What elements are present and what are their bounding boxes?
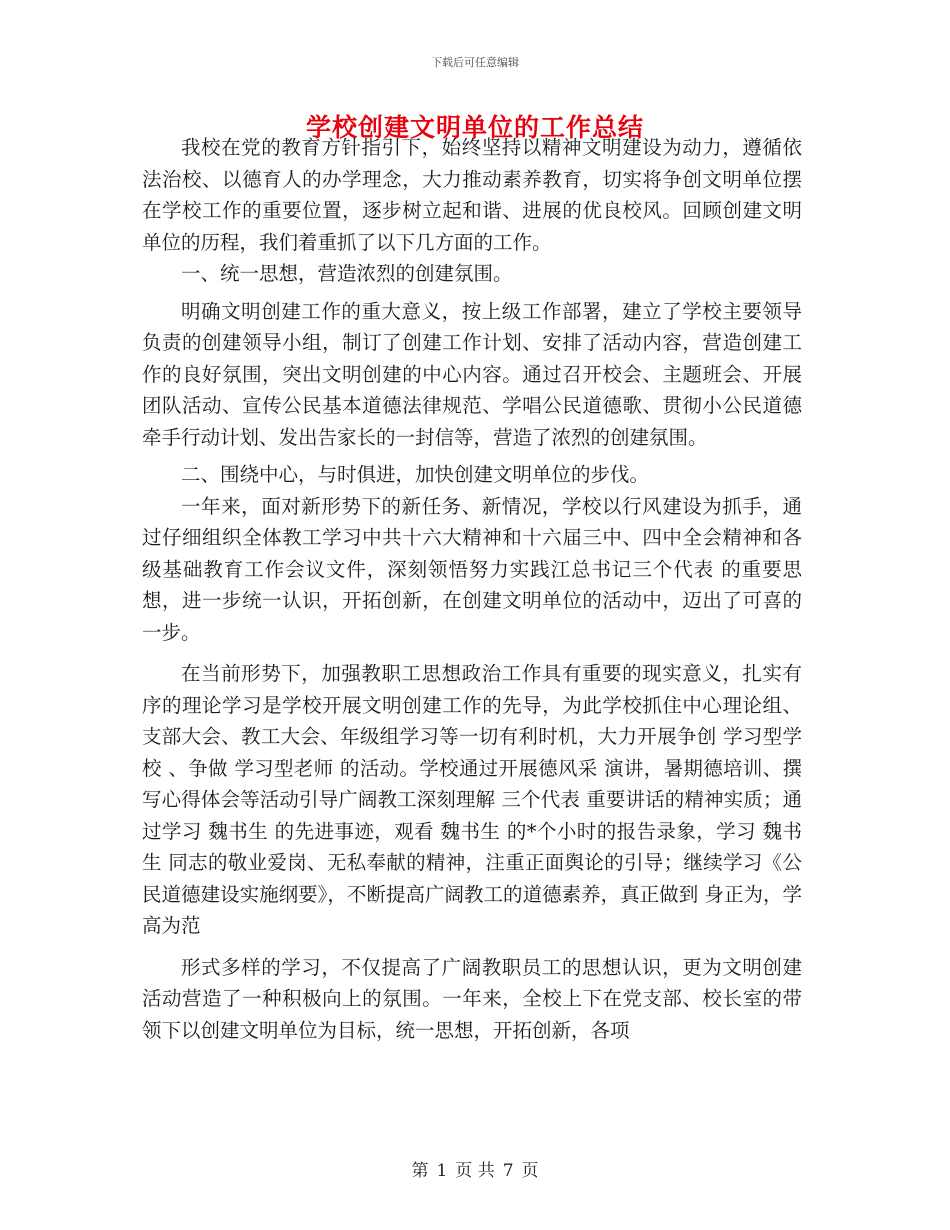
section-heading-2: 二、围绕中心，与时俱进，加快创建文明单位的步伐。 <box>181 463 650 486</box>
document-title: 学校创建文明单位的工作总结 <box>305 113 644 142</box>
footer-prefix: 第 <box>411 1161 429 1181</box>
paragraph-section-2: 一年来，面对新形势下的新任务、新情况，学校以行风建设为抓手，通过仔细组织全体教工学习中共十六大精神和十六届三中、四中全会精神和各级基础教育工作会议文件，深刻领悟努力实践江总书记三个代表 的重要思想，进一步统一认识，开拓创新，在创建文明单位的活动中，迈出了可喜的一步。 <box>142 494 802 644</box>
paragraph-section-1: 明确文明创建工作的重大意义，按上级工作部署，建立了学校主要领导负责的创建领导小组，制订了创建工作计划、安排了活动内容，营造创建工作的良好氛围，突出文明创建的中心内容。通过召开校会、主题班会、开展团队活动、宣传公民基本道德法律规范、学唱公民道德歌、贯彻小公民道德牵手行动计划、发出告家长的一封信等，营造了浓烈的创建氛围。 <box>142 299 802 449</box>
footer-suffix: 页 <box>521 1161 539 1181</box>
footer-middle: 页 共 <box>455 1161 495 1181</box>
page-header: 下载后可任意编辑 <box>431 56 519 69</box>
document-body <box>142 132 802 1046</box>
paragraph-study: 在当前形势下，加强教职工思想政治工作具有重要的现实意义，扎实有序的理论学习是学校开展文明创建工作的先导，为此学校抓住中心理论组、支部大会、教工大会、年级组学习等一切有利时机，大力开展争创 学习型学校 、争做 学习型老师 的活动。学校通过开展德风采 演讲，暑期德培训、撰写心得体会等活动引导广阔教工深刻理解 三个代表 重要讲话的精神实质；通过学习 魏书生 的先进事迹，观看 魏书生 的*个小时的报告录象，学习 魏书生 同志的敬业爱岗、无私奉献的精神，注重正面舆论的引导；继续学习《公民道德建设实施纲要》，不断提高广阔教工的道德素养，真正做到 身正为，学高为范 <box>142 662 802 937</box>
paragraph-intro: 我校在党的教育方针指引下，始终坚持以精神文明建设为动力，遵循依法治校、以德育人的办学理念，大力推动素养教育，切实将争创文明单位摆在学校工作的重要位置，逐步树立起和谐、进展的优良校风。回顾创建文明单位的历程，我们着重抓了以下几方面的工作。 <box>142 136 802 254</box>
section-heading-1: 一、统一思想，营造浓烈的创建氛围。 <box>181 262 513 285</box>
paragraph-results: 形式多样的学习，不仅提高了广阔教职员工的思想认识，更为文明创建活动营造了一种积极向上的氛围。一年来，全校上下在党支部、校长室的带领下以创建文明单位为目标，统一思想，开拓创新，各项 <box>142 955 802 1042</box>
footer-page-number: 1 <box>436 1161 448 1181</box>
page-footer <box>0 1156 950 1181</box>
footer-total-pages: 7 <box>502 1161 514 1181</box>
